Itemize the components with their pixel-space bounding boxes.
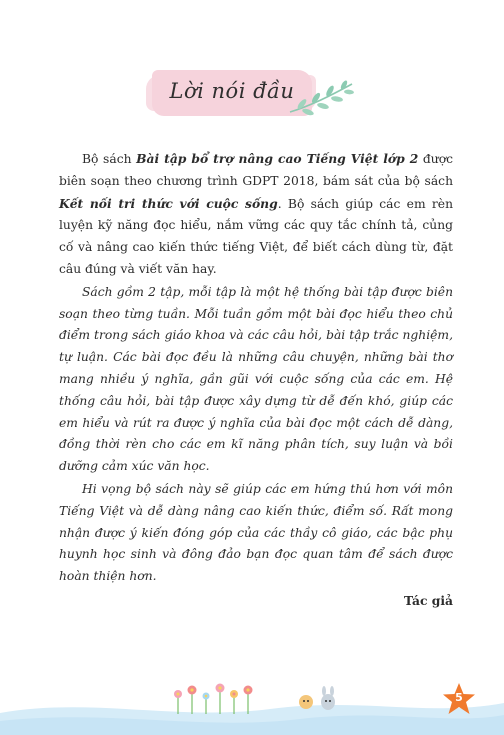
animals-icon <box>296 686 342 712</box>
paragraph-hope: Hi vọng bộ sách này sẽ giúp các em hứng thú hơn với môn Tiếng Việt và dễ dàng nâng cao kiến thức, điểm số. Rất mong nhận được ý kiến đóng góp của các thầy cô giáo, các bậc phụ huynh học sinh và đông đảo bạn đọc quan tâm để sách được hoàn thiện hơn. <box>59 481 453 584</box>
author-signature: Tác giả <box>404 592 453 608</box>
text-segment: Bộ sách <box>82 152 137 166</box>
book-title: Bài tập bổ trợ nâng cao Tiếng Việt lớp 2 <box>136 151 419 166</box>
page-number: 5 <box>455 691 463 704</box>
leaf-branch-icon <box>286 78 356 118</box>
page-title: Lời nói đầu <box>169 79 295 103</box>
flowers-icon <box>170 682 260 714</box>
series-title: Kết nối tri thức với cuộc sống <box>59 195 278 211</box>
paragraph-intro <box>59 148 453 281</box>
paragraph-structure: Sách gồm 2 tập, mỗi tập là một hệ thống bài tập được biên soạn theo từng tuần. Mỗi tuần gồm một bài đọc hiểu theo chủ điểm trong sách giáo khoa và các câu hỏi, bài tập trắc nghiệm, tự luận. Các bài đọc đều là những câu chuyện, những bài thơ mang nhiều ý nghĩa, gần gũi với cuộc sống của các em. Hệ thống câu hỏi, bài tập được xây dựng từ dễ đến khó, giúp các em hiểu và rút ra được ý nghĩa của bài đọc một cách dễ dàng, đồng thời rèn cho các em kĩ năng phân tích, suy luận và bồi dưỡng cảm xúc văn học. <box>59 284 453 474</box>
preface-content <box>59 148 453 612</box>
text-segment: được biên soạn theo chương trình GDPT 2018, bám sát của bộ sách <box>59 152 453 188</box>
text-segment: . Bộ sách giúp các em rèn luyện kỹ năng đọc hiểu, nắm vững các quy tắc chính tả, củng cố và nâng cao kiến thức tiếng Việt, để biết cách dùng từ, đặt câu đúng và viết văn hay. <box>59 196 453 276</box>
